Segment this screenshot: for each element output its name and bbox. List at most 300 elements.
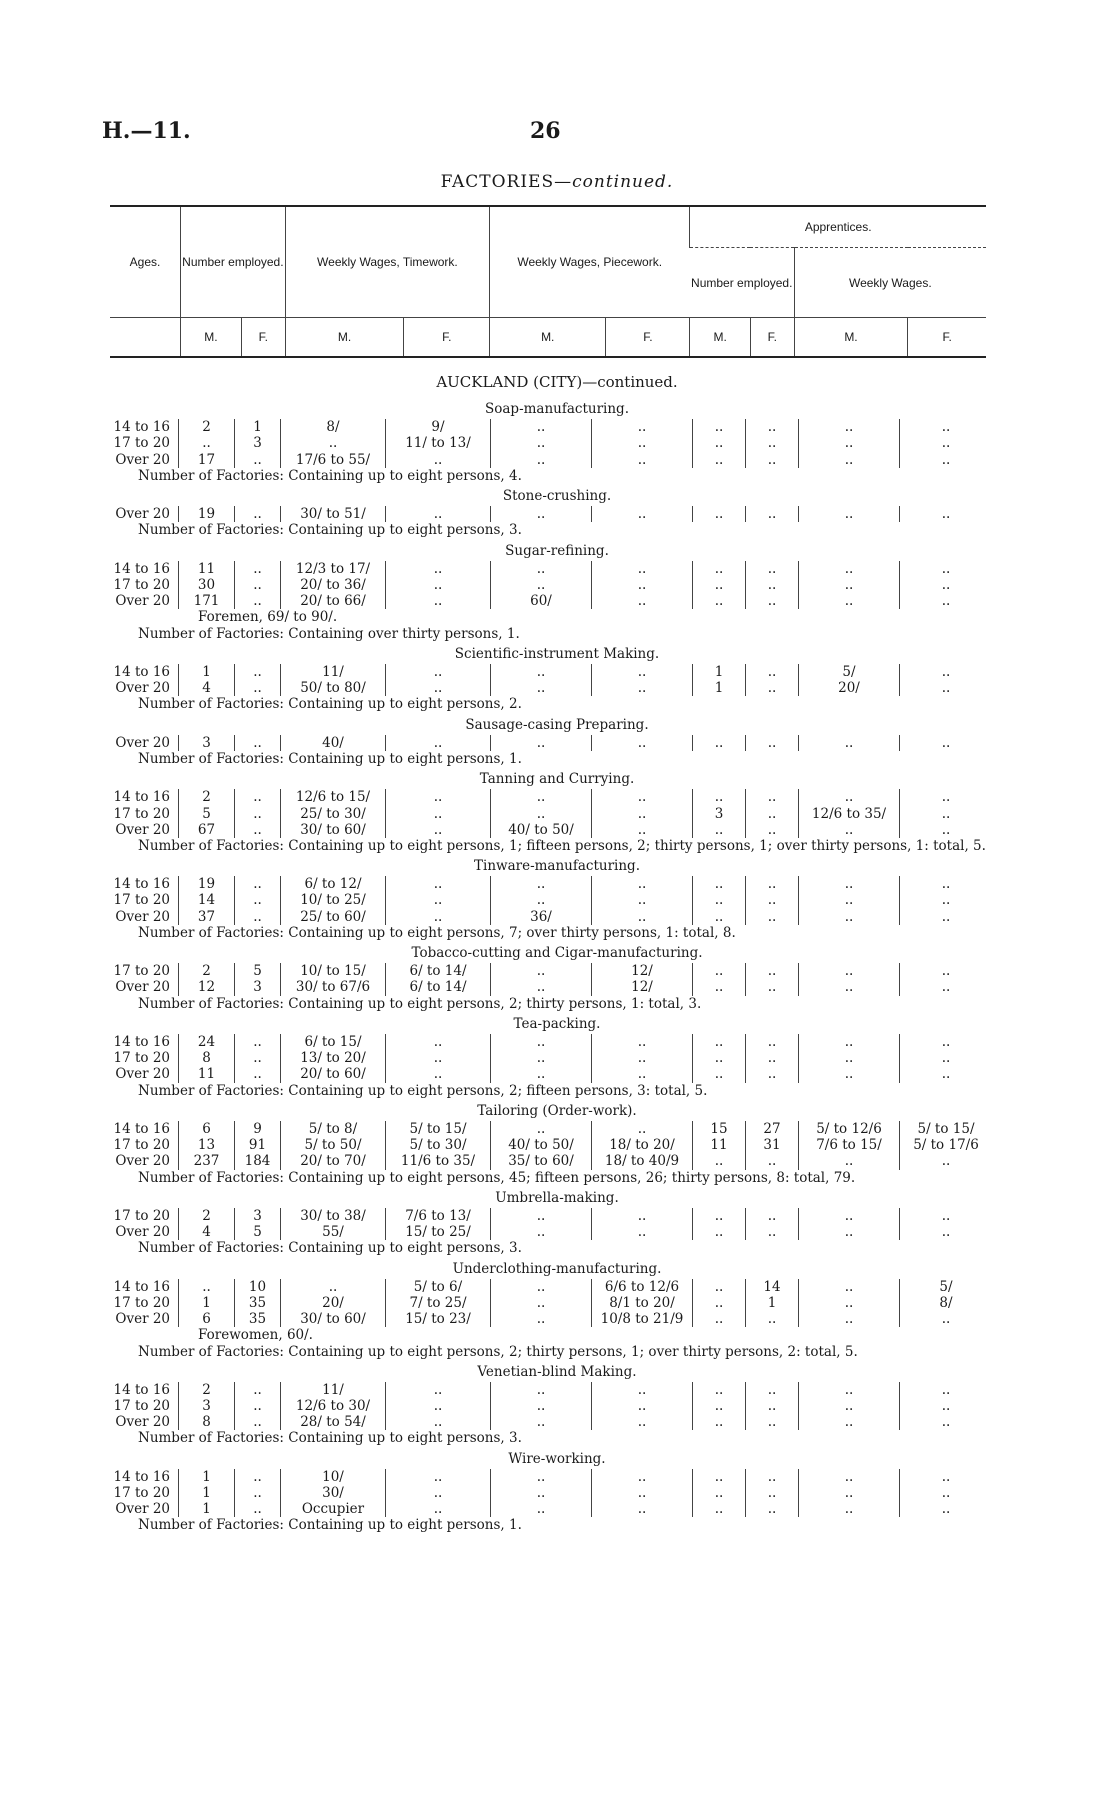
- value-cell: ..: [798, 1208, 899, 1224]
- value-cell: 11: [178, 561, 234, 577]
- col-wages-piecework: Weekly Wages, Piecework.: [490, 206, 690, 318]
- value-cell: ..: [692, 452, 745, 468]
- value-cell: ..: [745, 1485, 798, 1501]
- value-cell: 1: [234, 419, 280, 435]
- value-cell: 35: [234, 1295, 280, 1311]
- section-13: [0, 1360, 1114, 1447]
- value-cell: ..: [385, 680, 490, 696]
- value-cell: ..: [591, 806, 692, 822]
- age-cell: 14 to 16: [113, 663, 170, 680]
- value-cell: ..: [591, 452, 692, 468]
- value-cell: ..: [745, 1208, 798, 1224]
- col-number-employed: Number employed.: [181, 206, 286, 318]
- table-row: [0, 806, 1114, 822]
- value-cell: ..: [692, 506, 745, 522]
- section-2: [0, 484, 1114, 539]
- value-cell: 9/: [385, 419, 490, 435]
- value-cell: 18/ to 40/9: [591, 1153, 692, 1169]
- value-cell: 5: [178, 806, 234, 822]
- value-cell: ..: [490, 1121, 591, 1137]
- section-8: [0, 941, 1114, 1012]
- value-cell: ..: [692, 561, 745, 577]
- value-cell: ..: [591, 1121, 692, 1137]
- value-cell: 10/8 to 21/9: [591, 1311, 692, 1327]
- age-cell: 17 to 20: [113, 1050, 170, 1067]
- value-cell: 12/6 to 15/: [280, 789, 385, 805]
- value-cell: ..: [692, 1414, 745, 1430]
- col-m: M.: [690, 318, 751, 358]
- age-cell: 14 to 16: [113, 1468, 170, 1485]
- value-cell: ..: [234, 1398, 280, 1414]
- value-cell: ..: [385, 1501, 490, 1517]
- table-row: [0, 735, 1114, 751]
- value-cell: ..: [591, 577, 692, 593]
- table-row: [0, 680, 1114, 696]
- value-cell: ..: [591, 1050, 692, 1066]
- section-title: Umbrella-making.: [495, 1189, 619, 1206]
- value-cell: 2: [178, 789, 234, 805]
- value-cell: ..: [280, 1279, 385, 1295]
- table-row: [0, 506, 1114, 522]
- value-cell: ..: [385, 735, 490, 751]
- value-cell: ..: [798, 1501, 899, 1517]
- value-cell: 8: [178, 1050, 234, 1066]
- table-row: [0, 963, 1114, 979]
- value-cell: 6/ to 14/: [385, 963, 490, 979]
- age-cell: 17 to 20: [113, 1294, 170, 1311]
- value-cell: ..: [798, 506, 899, 522]
- section-title: Scientific-instrument Making.: [454, 645, 660, 662]
- value-cell: 35/ to 60/: [490, 1153, 591, 1169]
- factory-count-note: Number of Factories: Containing up to eight persons, 2; thirty persons, 1; over thirty persons, 2: total, 5.: [138, 1343, 858, 1360]
- column-header-table: [110, 205, 986, 358]
- value-cell: 19: [178, 876, 234, 892]
- value-cell: ..: [899, 1153, 992, 1169]
- value-cell: 1: [178, 1485, 234, 1501]
- factory-count-note: Number of Factories: Containing up to eight persons, 45; fifteen persons, 26; thirty persons, 8: total, 79.: [138, 1169, 856, 1186]
- value-cell: 27: [745, 1121, 798, 1137]
- table-row: [0, 1311, 1114, 1327]
- value-cell: ..: [745, 680, 798, 696]
- value-cell: 12/: [591, 963, 692, 979]
- value-cell: 30/ to 67/6: [280, 979, 385, 995]
- value-cell: ..: [692, 876, 745, 892]
- value-cell: 20/ to 36/: [280, 577, 385, 593]
- value-cell: ..: [234, 664, 280, 680]
- value-cell: 11: [692, 1137, 745, 1153]
- factory-count-note: Number of Factories: Containing up to eight persons, 2; fifteen persons, 3: total, 5.: [138, 1082, 708, 1099]
- value-cell: 13/ to 20/: [280, 1050, 385, 1066]
- value-cell: ..: [745, 577, 798, 593]
- value-cell: ..: [692, 909, 745, 925]
- value-cell: ..: [692, 1050, 745, 1066]
- age-cell: 14 to 16: [113, 1381, 170, 1398]
- value-cell: ..: [490, 735, 591, 751]
- col-apprentices-wages: Weekly Wages.: [794, 248, 986, 318]
- value-cell: 14: [745, 1279, 798, 1295]
- value-cell: ..: [899, 1398, 992, 1414]
- value-cell: ..: [385, 664, 490, 680]
- section-1: [0, 397, 1114, 484]
- value-cell: ..: [745, 419, 798, 435]
- value-cell: 67: [178, 822, 234, 838]
- value-cell: ..: [692, 1208, 745, 1224]
- value-cell: ..: [899, 419, 992, 435]
- area-title: AUCKLAND (CITY)—continued.: [436, 373, 678, 391]
- factory-count-note: Number of Factories: Containing up to eight persons, 3.: [138, 1430, 522, 1447]
- value-cell: 10/ to 15/: [280, 963, 385, 979]
- value-cell: ..: [385, 577, 490, 593]
- value-cell: ..: [745, 979, 798, 995]
- value-cell: ..: [899, 1311, 992, 1327]
- value-cell: 6/ to 14/: [385, 979, 490, 995]
- table-row: [0, 1137, 1114, 1153]
- value-cell: ..: [745, 1311, 798, 1327]
- value-cell: ..: [745, 1414, 798, 1430]
- value-cell: ..: [385, 1485, 490, 1501]
- value-cell: 28/ to 54/: [280, 1414, 385, 1430]
- value-cell: 2: [178, 1382, 234, 1398]
- age-cell: 14 to 16: [113, 560, 170, 577]
- value-cell: ..: [798, 909, 899, 925]
- value-cell: ..: [692, 1311, 745, 1327]
- table-row: [0, 1501, 1114, 1517]
- col-f: F.: [606, 318, 690, 358]
- value-cell: ..: [692, 1153, 745, 1169]
- table-row: [0, 452, 1114, 468]
- value-cell: ..: [490, 1279, 591, 1295]
- value-cell: 20/: [280, 1295, 385, 1311]
- value-cell: 55/: [280, 1224, 385, 1240]
- value-cell: 5/ to 17/6: [899, 1137, 992, 1153]
- value-cell: 7/6 to 15/: [798, 1137, 899, 1153]
- value-cell: ..: [745, 1034, 798, 1050]
- value-cell: 50/ to 80/: [280, 680, 385, 696]
- value-cell: ..: [490, 506, 591, 522]
- value-cell: ..: [591, 593, 692, 609]
- value-cell: ..: [234, 680, 280, 696]
- value-cell: 5: [234, 1224, 280, 1240]
- section-title: Stone-crushing.: [502, 487, 612, 504]
- value-cell: ..: [591, 909, 692, 925]
- value-cell: ..: [591, 1382, 692, 1398]
- section-5: [0, 713, 1114, 768]
- value-cell: 8/: [280, 419, 385, 435]
- value-cell: ..: [234, 892, 280, 908]
- value-cell: ..: [234, 806, 280, 822]
- value-cell: 36/: [490, 909, 591, 925]
- value-cell: ..: [899, 452, 992, 468]
- value-cell: 8/1 to 20/: [591, 1295, 692, 1311]
- age-cell: 14 to 16: [113, 1278, 170, 1295]
- value-cell: ..: [899, 1066, 992, 1082]
- value-cell: ..: [798, 435, 899, 451]
- value-cell: ..: [591, 419, 692, 435]
- value-cell: ..: [591, 876, 692, 892]
- value-cell: ..: [798, 789, 899, 805]
- value-cell: ..: [490, 1501, 591, 1517]
- col-f: F.: [908, 318, 986, 358]
- value-cell: ..: [798, 979, 899, 995]
- table-row: [0, 1050, 1114, 1066]
- value-cell: ..: [798, 1224, 899, 1240]
- value-cell: ..: [490, 979, 591, 995]
- value-cell: ..: [490, 892, 591, 908]
- table-row: [0, 435, 1114, 451]
- value-cell: ..: [692, 735, 745, 751]
- age-cell: 14 to 16: [113, 876, 170, 893]
- value-cell: ..: [745, 963, 798, 979]
- value-cell: 91: [234, 1137, 280, 1153]
- factory-count-note: Number of Factories: Containing up to eight persons, 2; thirty persons, 1: total, 3.: [138, 995, 702, 1012]
- value-cell: ..: [385, 1469, 490, 1485]
- value-cell: ..: [178, 1279, 234, 1295]
- age-cell: 14 to 16: [113, 1121, 170, 1137]
- age-cell: 17 to 20: [113, 805, 170, 822]
- age-cell: 17 to 20: [113, 435, 170, 452]
- section-title: Tea-packing.: [513, 1015, 601, 1032]
- value-cell: ..: [692, 789, 745, 805]
- value-cell: ..: [490, 1034, 591, 1050]
- value-cell: 35: [234, 1311, 280, 1327]
- value-cell: 3: [178, 735, 234, 751]
- value-cell: ..: [745, 506, 798, 522]
- value-cell: ..: [591, 1414, 692, 1430]
- value-cell: ..: [490, 1414, 591, 1430]
- age-cell: Over 20: [115, 680, 170, 697]
- value-cell: ..: [692, 419, 745, 435]
- value-cell: ..: [385, 1398, 490, 1414]
- table-row: [0, 1066, 1114, 1082]
- value-cell: ..: [798, 561, 899, 577]
- value-cell: ..: [385, 789, 490, 805]
- table-row: [0, 1224, 1114, 1240]
- value-cell: 1: [692, 664, 745, 680]
- value-cell: 14: [178, 892, 234, 908]
- page-header-ref: H.—11.: [102, 118, 191, 144]
- table-row: [0, 561, 1114, 577]
- value-cell: ..: [692, 822, 745, 838]
- value-cell: ..: [591, 680, 692, 696]
- value-cell: ..: [899, 1208, 992, 1224]
- section-7: [0, 854, 1114, 941]
- value-cell: ..: [234, 1414, 280, 1430]
- value-cell: 6/ to 15/: [280, 1034, 385, 1050]
- col-m: M.: [794, 318, 908, 358]
- value-cell: 11/: [280, 1382, 385, 1398]
- value-cell: ..: [490, 1382, 591, 1398]
- value-cell: 5/ to 6/: [385, 1279, 490, 1295]
- section-note: Forewomen, 60/.: [198, 1327, 313, 1344]
- value-cell: ..: [234, 506, 280, 522]
- value-cell: ..: [745, 822, 798, 838]
- value-cell: 5/ to 30/: [385, 1137, 490, 1153]
- value-cell: ..: [745, 1066, 798, 1082]
- value-cell: 40/: [280, 735, 385, 751]
- value-cell: ..: [591, 1208, 692, 1224]
- value-cell: ..: [490, 806, 591, 822]
- age-cell: 17 to 20: [113, 963, 170, 980]
- value-cell: 5: [234, 963, 280, 979]
- age-cell: Over 20: [115, 1066, 170, 1083]
- age-cell: 17 to 20: [113, 576, 170, 593]
- value-cell: ..: [234, 1485, 280, 1501]
- value-cell: ..: [385, 892, 490, 908]
- table-row: [0, 419, 1114, 435]
- value-cell: 6/6 to 12/6: [591, 1279, 692, 1295]
- table-row: [0, 892, 1114, 908]
- value-cell: ..: [745, 1501, 798, 1517]
- value-cell: 10/ to 25/: [280, 892, 385, 908]
- value-cell: 4: [178, 680, 234, 696]
- value-cell: 25/ to 60/: [280, 909, 385, 925]
- value-cell: 30/ to 60/: [280, 1311, 385, 1327]
- col-ages: Ages.: [110, 206, 181, 318]
- factory-count-note: Number of Factories: Containing up to eight persons, 1.: [138, 750, 522, 767]
- value-cell: ..: [899, 435, 992, 451]
- value-cell: ..: [692, 1066, 745, 1082]
- value-cell: ..: [798, 1066, 899, 1082]
- value-cell: ..: [591, 1224, 692, 1240]
- value-cell: ..: [490, 561, 591, 577]
- value-cell: ..: [798, 822, 899, 838]
- value-cell: 5/: [798, 664, 899, 680]
- value-cell: ..: [899, 963, 992, 979]
- value-cell: 237: [178, 1153, 234, 1169]
- value-cell: ..: [490, 577, 591, 593]
- value-cell: 1: [745, 1295, 798, 1311]
- value-cell: ..: [591, 664, 692, 680]
- page-title: [0, 172, 1114, 192]
- value-cell: 25/ to 30/: [280, 806, 385, 822]
- value-cell: ..: [745, 1224, 798, 1240]
- value-cell: ..: [234, 577, 280, 593]
- table-row: [0, 1382, 1114, 1398]
- value-cell: ..: [692, 1224, 745, 1240]
- value-cell: ..: [899, 1501, 992, 1517]
- value-cell: ..: [745, 1382, 798, 1398]
- value-cell: ..: [798, 1295, 899, 1311]
- section-10: [0, 1099, 1114, 1186]
- table-row: [0, 593, 1114, 609]
- col-m: M.: [285, 318, 404, 358]
- age-cell: Over 20: [115, 451, 170, 468]
- value-cell: 11/: [280, 664, 385, 680]
- value-cell: ..: [899, 593, 992, 609]
- value-cell: ..: [798, 735, 899, 751]
- value-cell: 9: [234, 1121, 280, 1137]
- value-cell: 30/ to 60/: [280, 822, 385, 838]
- value-cell: 3: [692, 806, 745, 822]
- value-cell: ..: [234, 452, 280, 468]
- value-cell: ..: [490, 452, 591, 468]
- value-cell: 6: [178, 1121, 234, 1137]
- value-cell: ..: [745, 735, 798, 751]
- value-cell: ..: [899, 577, 992, 593]
- value-cell: ..: [490, 680, 591, 696]
- value-cell: 8: [178, 1414, 234, 1430]
- section-title: Sugar-refining.: [505, 542, 609, 559]
- value-cell: ..: [798, 419, 899, 435]
- value-cell: ..: [490, 419, 591, 435]
- value-cell: 184: [234, 1153, 280, 1169]
- value-cell: ..: [899, 806, 992, 822]
- value-cell: ..: [385, 506, 490, 522]
- value-cell: ..: [234, 789, 280, 805]
- value-cell: ..: [745, 452, 798, 468]
- value-cell: 1: [178, 1295, 234, 1311]
- value-cell: 30/: [280, 1485, 385, 1501]
- age-cell: Over 20: [115, 1224, 170, 1241]
- value-cell: ..: [385, 822, 490, 838]
- value-cell: 24: [178, 1034, 234, 1050]
- value-cell: ..: [591, 735, 692, 751]
- table-row: [0, 822, 1114, 838]
- value-cell: ..: [385, 452, 490, 468]
- section-14: [0, 1447, 1114, 1534]
- value-cell: 17: [178, 452, 234, 468]
- value-cell: ..: [745, 806, 798, 822]
- value-cell: ..: [591, 1501, 692, 1517]
- value-cell: 5/: [899, 1279, 992, 1295]
- age-cell: Over 20: [115, 734, 170, 751]
- value-cell: ..: [490, 435, 591, 451]
- value-cell: ..: [692, 892, 745, 908]
- value-cell: 12/6 to 30/: [280, 1398, 385, 1414]
- col-wages-timework: Weekly Wages, Timework.: [285, 206, 489, 318]
- table-row: [0, 1485, 1114, 1501]
- age-cell: Over 20: [115, 979, 170, 996]
- age-cell: 17 to 20: [113, 1398, 170, 1415]
- section-9: [0, 1012, 1114, 1099]
- value-cell: ..: [692, 979, 745, 995]
- value-cell: 1: [178, 1501, 234, 1517]
- value-cell: 19: [178, 506, 234, 522]
- section-11: [0, 1186, 1114, 1257]
- table-row: [0, 1208, 1114, 1224]
- value-cell: ..: [899, 561, 992, 577]
- value-cell: ..: [692, 1279, 745, 1295]
- section-3: [0, 539, 1114, 642]
- value-cell: ..: [798, 876, 899, 892]
- value-cell: ..: [385, 1066, 490, 1082]
- value-cell: ..: [385, 1382, 490, 1398]
- value-cell: ..: [591, 822, 692, 838]
- value-cell: ..: [490, 1224, 591, 1240]
- value-cell: 30: [178, 577, 234, 593]
- value-cell: ..: [490, 664, 591, 680]
- value-cell: ..: [692, 1469, 745, 1485]
- value-cell: 15/ to 23/: [385, 1311, 490, 1327]
- section-title: Tobacco-cutting and Cigar-manufacturing.: [411, 945, 703, 962]
- value-cell: ..: [591, 506, 692, 522]
- value-cell: ..: [798, 963, 899, 979]
- value-cell: 8/: [899, 1295, 992, 1311]
- value-cell: ..: [899, 1469, 992, 1485]
- value-cell: ..: [591, 1485, 692, 1501]
- value-cell: 40/ to 50/: [490, 822, 591, 838]
- age-cell: Over 20: [115, 506, 170, 523]
- section-title: Sausage-casing Preparing.: [465, 716, 649, 733]
- value-cell: 60/: [490, 593, 591, 609]
- age-cell: Over 20: [115, 821, 170, 838]
- value-cell: ..: [490, 1066, 591, 1082]
- value-cell: ..: [591, 1066, 692, 1082]
- value-cell: 20/ to 70/: [280, 1153, 385, 1169]
- value-cell: ..: [798, 452, 899, 468]
- value-cell: ..: [490, 1398, 591, 1414]
- value-cell: 10/: [280, 1469, 385, 1485]
